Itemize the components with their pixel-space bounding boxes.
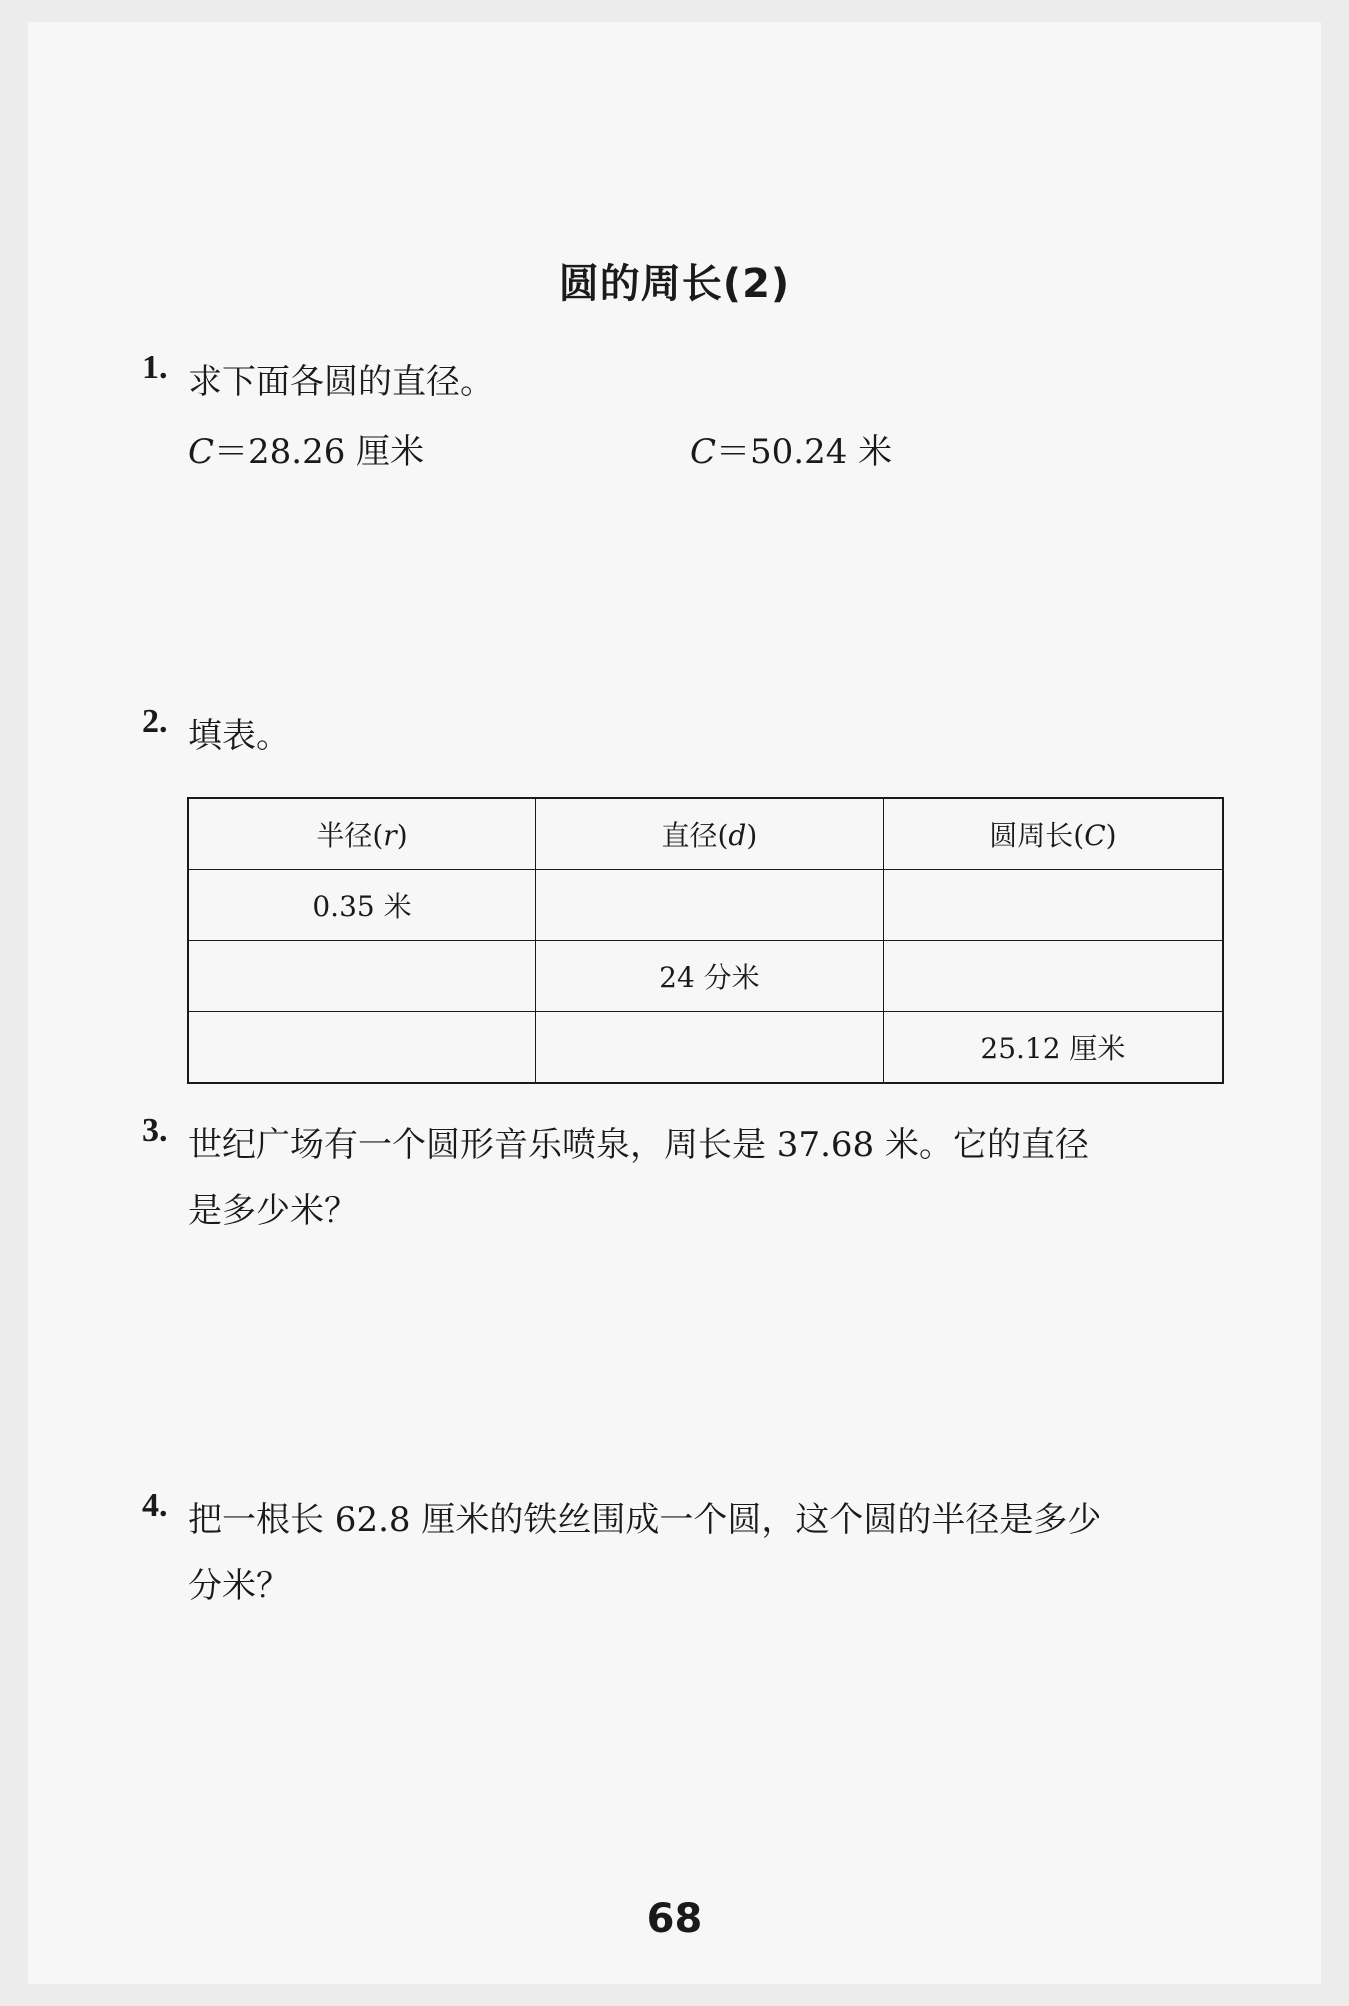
question-text-line-2: 分米？ (188, 1566, 290, 1606)
table-row (188, 1012, 1223, 1084)
header-radius: 半径(r) (188, 798, 535, 870)
table-cell-blank[interactable] (535, 1012, 883, 1084)
fill-in-table (187, 797, 1224, 1084)
table-cell-blank[interactable] (883, 941, 1223, 1012)
table-header-row (188, 798, 1223, 870)
question-text: 填表。 (188, 716, 290, 756)
question-text-line-1: 把一根长 62.8 厘米的铁丝围成一个圆，这个圆的半径是多少 (188, 1500, 1102, 1540)
formula-variable: C (188, 432, 215, 472)
formula-1 (188, 424, 424, 473)
question-number: 2. (142, 703, 168, 740)
question-text-line-2: 是多少米？ (188, 1191, 358, 1231)
formula-variable: C (690, 432, 717, 472)
table-cell-blank[interactable] (188, 941, 535, 1012)
table-cell: 0.35 米 (188, 870, 535, 941)
formula-value: ＝50.24 米 (716, 432, 893, 472)
question-text-line-1: 世纪广场有一个圆形音乐喷泉，周长是 37.68 米。它的直径 (188, 1125, 1089, 1165)
question-number: 4. (142, 1487, 168, 1524)
formula-value: ＝28.26 厘米 (214, 432, 425, 472)
page-number: 68 (646, 1896, 703, 1942)
table-cell: 25.12 厘米 (883, 1012, 1223, 1084)
question-text: 求下面各圆的直径。 (188, 362, 494, 402)
question-number: 3. (142, 1112, 168, 1149)
table-row (188, 941, 1223, 1012)
page-title: 圆的周长(2) (558, 261, 791, 307)
header-diameter: 直径(d) (535, 798, 883, 870)
table-cell-blank[interactable] (883, 870, 1223, 941)
table-cell-blank[interactable] (535, 870, 883, 941)
question-number: 1. (142, 349, 168, 386)
table-row (188, 870, 1223, 941)
header-circumference: 圆周长(C) (883, 798, 1223, 870)
formula-2 (690, 424, 892, 473)
table-cell-blank[interactable] (188, 1012, 535, 1084)
table-cell: 24 分米 (535, 941, 883, 1012)
